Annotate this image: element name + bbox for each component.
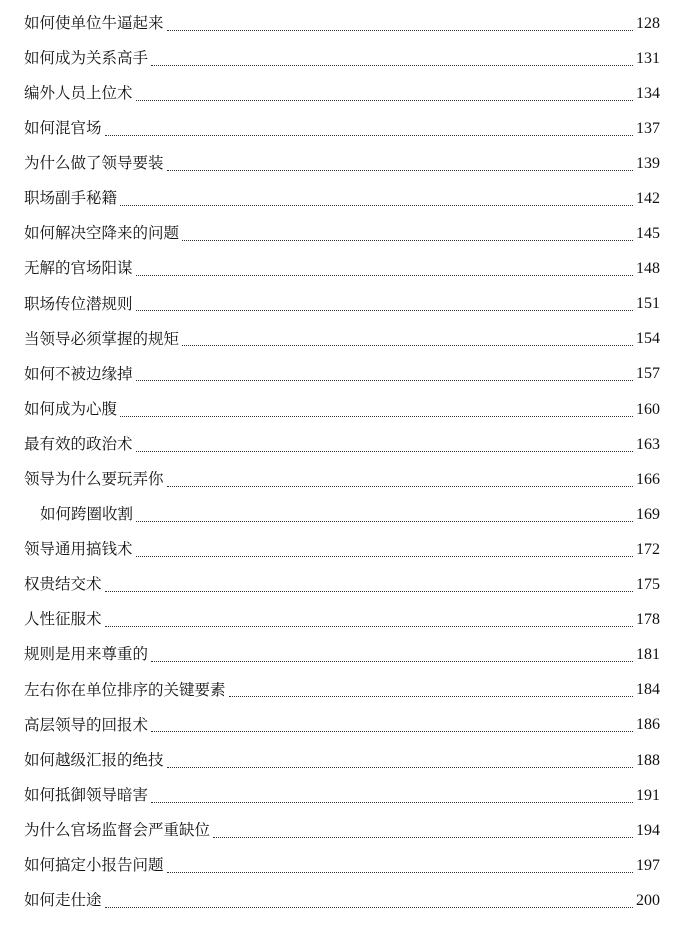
toc-entry[interactable] [24, 638, 660, 673]
toc-page-number: 148 [636, 260, 660, 278]
toc-dot-leader [136, 450, 633, 452]
toc-entry-title: 为什么做了领导要装 [24, 154, 164, 173]
toc-entry-title: 规则是用来尊重的 [24, 645, 149, 664]
toc-entry[interactable] [24, 392, 660, 427]
toc-page-number: 200 [636, 891, 660, 909]
toc-entry-title: 如何使单位牛逼起来 [24, 13, 164, 32]
table-of-contents [24, 6, 660, 918]
toc-entry-title: 编外人员上位术 [24, 83, 133, 102]
toc-dot-leader [167, 766, 633, 768]
toc-dot-leader [136, 99, 633, 101]
toc-dot-leader [213, 836, 633, 838]
toc-entry-title: 如何成为心腹 [24, 399, 118, 418]
toc-dot-leader [151, 730, 633, 732]
toc-entry[interactable] [24, 497, 660, 532]
toc-entry[interactable] [24, 708, 660, 743]
toc-entry-title: 如何解决空降来的问题 [24, 224, 180, 243]
toc-dot-leader [167, 485, 633, 487]
toc-entry-title: 如何混官场 [24, 119, 102, 138]
toc-dot-leader [136, 555, 633, 557]
toc-dot-leader [105, 590, 633, 592]
toc-entry[interactable] [24, 427, 660, 462]
toc-page-number: 142 [636, 190, 660, 208]
toc-page-number: 128 [636, 14, 660, 32]
toc-entry-title: 如何跨圈收割 [40, 505, 134, 524]
toc-page-number: 184 [636, 681, 660, 699]
toc-entry-title: 高层领导的回报术 [24, 715, 149, 734]
toc-dot-leader [167, 29, 633, 31]
toc-page-number: 186 [636, 716, 660, 734]
toc-entry[interactable] [24, 462, 660, 497]
toc-dot-leader [136, 520, 633, 522]
toc-entry-title: 为什么官场监督会严重缺位 [24, 820, 211, 839]
toc-entry[interactable] [24, 6, 660, 41]
toc-entry-title: 领导为什么要玩弄你 [24, 470, 164, 489]
toc-entry-title: 如何不被边缘掉 [24, 364, 133, 383]
toc-dot-leader [105, 906, 633, 908]
toc-entry[interactable] [24, 217, 660, 252]
toc-entry-title: 如何成为关系高手 [24, 48, 149, 67]
toc-page-number: 163 [636, 435, 660, 453]
toc-dot-leader [105, 134, 633, 136]
toc-page-number: 181 [636, 646, 660, 664]
toc-dot-leader [136, 309, 633, 311]
toc-entry-title: 如何越级汇报的绝技 [24, 750, 164, 769]
toc-entry[interactable] [24, 41, 660, 76]
toc-page-number: 145 [636, 225, 660, 243]
toc-page-number: 131 [636, 49, 660, 67]
toc-entry[interactable] [24, 848, 660, 883]
toc-dot-leader [120, 204, 633, 206]
toc-entry[interactable] [24, 568, 660, 603]
toc-entry-title: 当领导必须掌握的规矩 [24, 329, 180, 348]
toc-page-number: 166 [636, 470, 660, 488]
toc-entry-title: 如何走仕途 [24, 891, 102, 910]
toc-dot-leader [182, 239, 633, 241]
toc-page-number: 188 [636, 751, 660, 769]
toc-entry[interactable] [24, 322, 660, 357]
toc-entry-title: 如何抵御领导暗害 [24, 785, 149, 804]
toc-page-number: 139 [636, 154, 660, 172]
toc-page-number: 197 [636, 856, 660, 874]
toc-dot-leader [229, 695, 633, 697]
toc-entry[interactable] [24, 357, 660, 392]
toc-page-number: 134 [636, 84, 660, 102]
toc-page-number: 191 [636, 786, 660, 804]
toc-page-number: 175 [636, 576, 660, 594]
toc-dot-leader [120, 415, 633, 417]
toc-page-number: 160 [636, 400, 660, 418]
toc-page-number: 169 [636, 505, 660, 523]
toc-dot-leader [151, 64, 633, 66]
toc-entry[interactable] [24, 883, 660, 918]
toc-entry[interactable] [24, 743, 660, 778]
toc-entry[interactable] [24, 673, 660, 708]
toc-entry-title: 最有效的政治术 [24, 434, 133, 453]
toc-entry-title: 无解的官场阳谋 [24, 259, 133, 278]
toc-entry[interactable] [24, 76, 660, 111]
toc-entry-title: 如何搞定小报告问题 [24, 856, 164, 875]
toc-entry[interactable] [24, 111, 660, 146]
toc-entry-title: 权贵结交术 [24, 575, 102, 594]
toc-entry-title: 左右你在单位排序的关键要素 [24, 680, 226, 699]
toc-entry[interactable] [24, 181, 660, 216]
toc-entry[interactable] [24, 813, 660, 848]
toc-dot-leader [136, 274, 633, 276]
toc-entry[interactable] [24, 778, 660, 813]
toc-entry[interactable] [24, 532, 660, 567]
toc-entry-title: 人性征服术 [24, 610, 102, 629]
toc-entry-title: 领导通用搞钱术 [24, 540, 133, 559]
toc-dot-leader [182, 344, 633, 346]
toc-entry[interactable] [24, 146, 660, 181]
toc-page-number: 157 [636, 365, 660, 383]
toc-page-number: 154 [636, 330, 660, 348]
toc-entry[interactable] [24, 603, 660, 638]
toc-entry[interactable] [24, 287, 660, 322]
toc-page-number: 172 [636, 540, 660, 558]
toc-entry-title: 职场传位潜规则 [24, 294, 133, 313]
toc-dot-leader [151, 801, 633, 803]
toc-dot-leader [136, 379, 633, 381]
toc-entry-title: 职场副手秘籍 [24, 189, 118, 208]
toc-dot-leader [105, 625, 633, 627]
toc-dot-leader [167, 169, 633, 171]
toc-entry[interactable] [24, 252, 660, 287]
toc-page-number: 151 [636, 295, 660, 313]
toc-dot-leader [151, 660, 633, 662]
toc-page-number: 194 [636, 821, 660, 839]
toc-dot-leader [167, 871, 633, 873]
toc-page-number: 178 [636, 611, 660, 629]
toc-page-number: 137 [636, 119, 660, 137]
